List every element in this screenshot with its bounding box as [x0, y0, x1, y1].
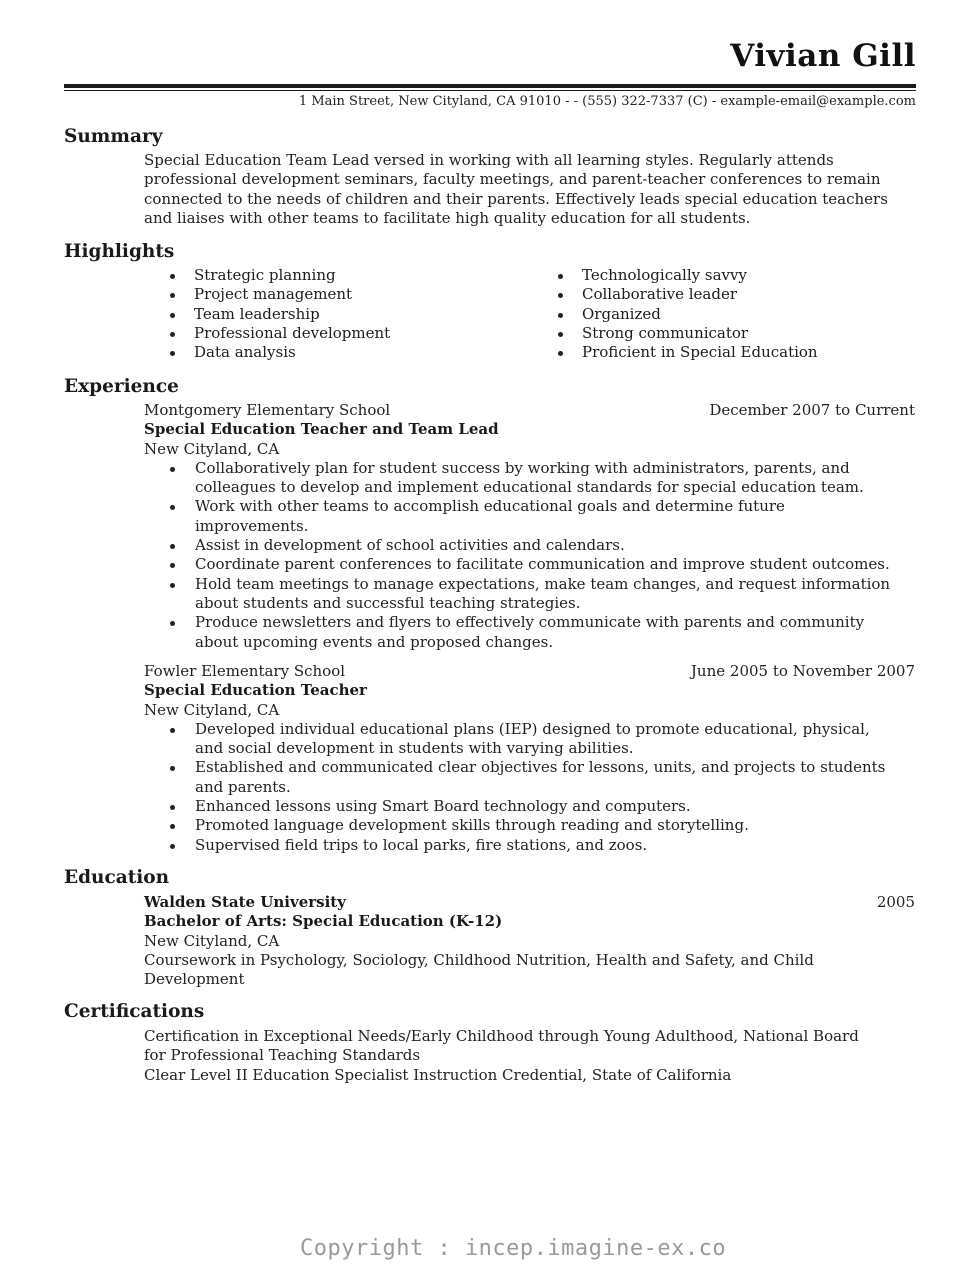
highlights-right-list: [556, 266, 818, 362]
duty-line: Produce newsletters and flyers to effectively communicate with parents and community: [195, 613, 865, 632]
applicant-name: Vivian Gill: [730, 38, 916, 74]
duty-item: [168, 816, 915, 835]
duty-line: about students and successful teaching strategies.: [195, 593, 581, 612]
education-heading: Education: [64, 867, 170, 888]
duty-line: Work with other teams to accomplish educational goals and determine future: [195, 497, 785, 516]
duty-line: Assist in development of school activities and calendars.: [195, 536, 625, 555]
duty-item: [168, 575, 915, 614]
duty-line: about upcoming events and proposed changes.: [195, 632, 554, 651]
duty-line: Developed individual educational plans (IEP) designed to promote educational, physical,: [195, 719, 870, 738]
job-dates: June 2005 to November 2007: [690, 662, 915, 680]
summary-line: connected to the needs of children and their parents. Effectively leads special education teachers: [144, 189, 888, 208]
summary-line: and liaises with other teams to facilitate high quality education for all students.: [144, 208, 751, 227]
duty-item: [168, 555, 915, 574]
highlight-item: Project management: [168, 285, 390, 304]
duty-line: and parents.: [195, 777, 291, 796]
school-name: Walden State University: [144, 893, 346, 911]
highlight-item: Strong communicator: [556, 324, 818, 343]
summary-heading: Summary: [64, 126, 163, 147]
duty-item: [168, 797, 915, 816]
duty-item: [168, 613, 915, 652]
certifications-text: [144, 1027, 914, 1085]
duty-line: colleagues to develop and implement educational standards for special education team.: [195, 478, 864, 497]
job-duties-list: [144, 720, 915, 855]
job-header-row: [144, 662, 915, 681]
copyright-watermark: Copyright : incep.imagine-ex.co: [300, 1236, 727, 1261]
duty-item: [168, 536, 915, 555]
summary-line: professional development seminars, faculty meetings, and parent-teacher conferences to remain: [144, 170, 881, 189]
certifications-heading: Certifications: [64, 1001, 205, 1022]
duty-item: [168, 758, 915, 797]
duty-line: and social development in students with varying abilities.: [195, 739, 634, 758]
certification-line: Clear Level II Education Specialist Instruction Credential, State of California: [144, 1065, 732, 1084]
header-rule-thick: [64, 84, 916, 88]
duty-item: [168, 720, 915, 759]
summary-line: Special Education Team Lead versed in working with all learning styles. Regularly attends: [144, 151, 834, 169]
highlight-item: Data analysis: [168, 343, 390, 362]
coursework-line: Development: [144, 970, 245, 989]
highlight-item: Professional development: [168, 324, 390, 343]
experience-heading: Experience: [64, 376, 179, 397]
coursework-line: Coursework in Psychology, Sociology, Childhood Nutrition, Health and Safety, and Child: [144, 950, 814, 969]
job-position: Special Education Teacher and Team Lead: [144, 420, 499, 439]
certification-line: Certification in Exceptional Needs/Early Childhood through Young Adulthood, National Board: [144, 1027, 859, 1045]
highlight-item: Collaborative leader: [556, 285, 818, 304]
highlights-left-list: [168, 266, 390, 362]
duty-line: improvements.: [195, 516, 309, 535]
employer-name: Fowler Elementary School: [144, 662, 346, 680]
header-rule-thin: [64, 90, 916, 91]
education-entry: [144, 893, 915, 989]
contact-line: 1 Main Street, New Cityland, CA 91010 - - (555) 322-7337 (C) - example-email@example.com: [298, 94, 916, 109]
duty-line: Collaboratively plan for student success by working with administrators, parents, and: [195, 458, 850, 477]
job-entry: [144, 662, 915, 855]
job-dates: December 2007 to Current: [709, 401, 915, 419]
certification-line: for Professional Teaching Standards: [144, 1046, 421, 1065]
highlight-item: Technologically savvy: [556, 266, 818, 285]
summary-text: [144, 151, 914, 228]
highlight-item: Strategic planning: [168, 266, 390, 285]
graduation-year: 2005: [876, 893, 915, 911]
job-duties-list: [144, 459, 915, 652]
highlights-heading: Highlights: [64, 241, 175, 262]
degree: Bachelor of Arts: Special Education (K-12): [144, 912, 503, 931]
education-header-row: [144, 893, 915, 912]
duty-line: Coordinate parent conferences to facilitate communication and improve student outcomes.: [195, 555, 890, 574]
duty-line: Hold team meetings to manage expectations, make team changes, and request information: [195, 574, 891, 593]
duty-line: Promoted language development skills through reading and storytelling.: [195, 816, 749, 835]
job-entry: [144, 401, 915, 652]
employer-name: Montgomery Elementary School: [144, 401, 391, 419]
highlight-item: Team leadership: [168, 305, 390, 324]
duty-line: Enhanced lessons using Smart Board technology and computers.: [195, 797, 691, 816]
education-location: New Cityland, CA: [144, 931, 280, 950]
job-location: New Cityland, CA: [144, 700, 280, 719]
highlight-item: Organized: [556, 305, 818, 324]
duty-line: Supervised field trips to local parks, fire stations, and zoos.: [195, 835, 648, 854]
highlight-item: Proficient in Special Education: [556, 343, 818, 362]
duty-line: Established and communicated clear objectives for lessons, units, and projects to students: [195, 758, 886, 777]
duty-item: [168, 836, 915, 855]
job-location: New Cityland, CA: [144, 439, 280, 458]
job-position: Special Education Teacher: [144, 681, 367, 700]
duty-item: [168, 459, 915, 498]
duty-item: [168, 497, 915, 536]
job-header-row: [144, 401, 915, 420]
